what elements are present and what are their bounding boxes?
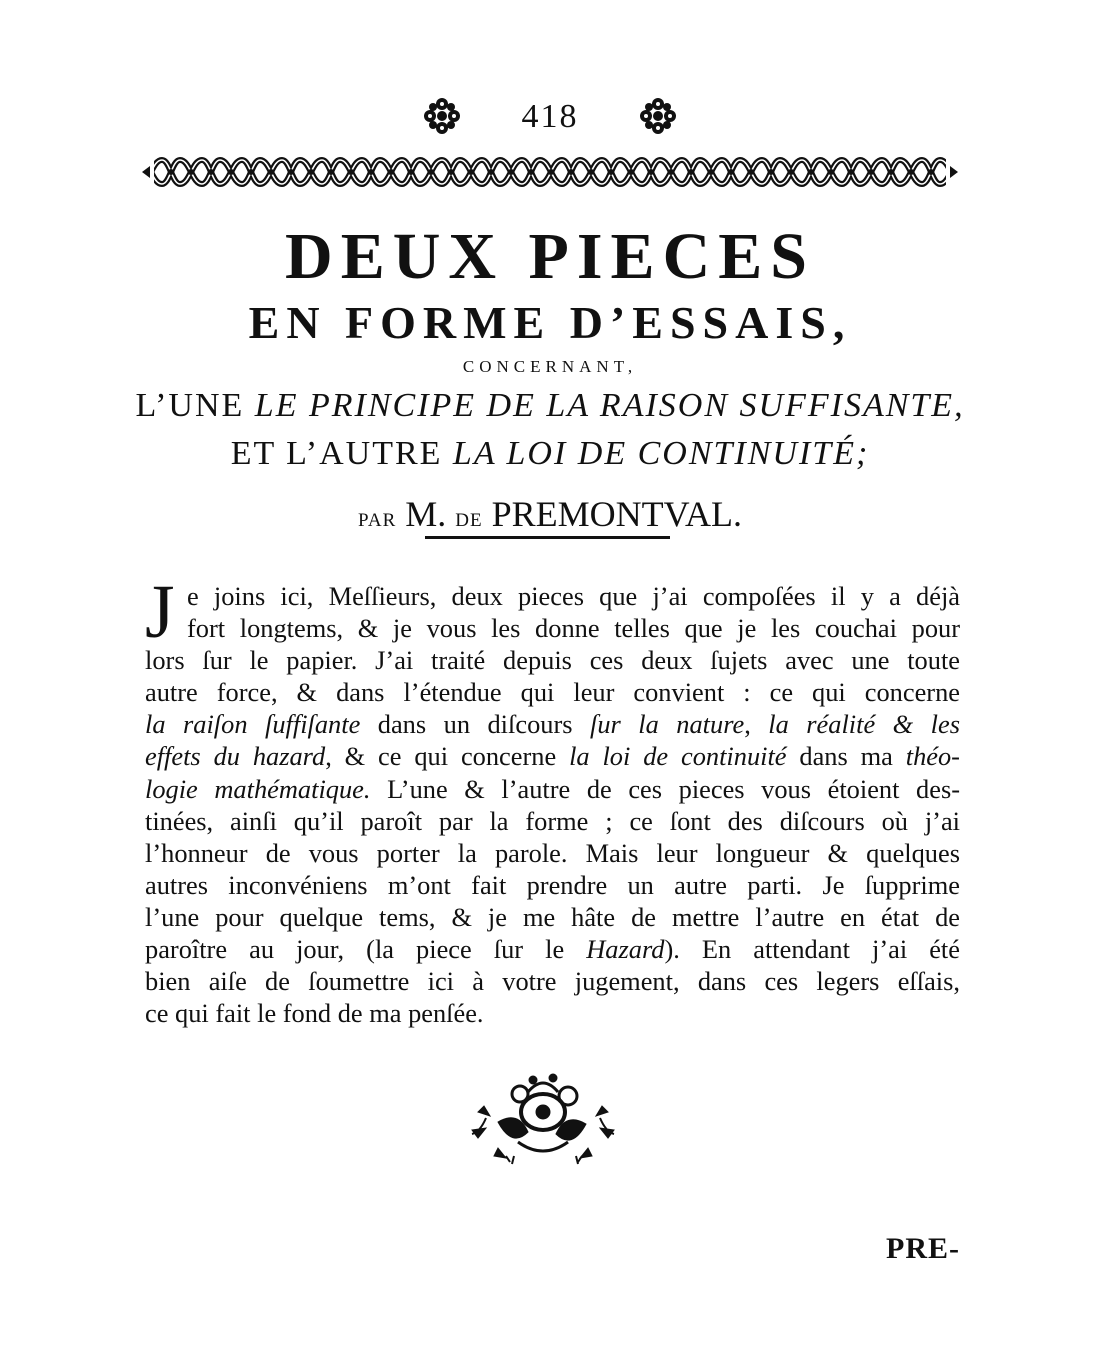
- title-line-1: DEUX PIECES: [285, 220, 815, 293]
- body-line: [145, 997, 960, 1029]
- floral-tailpiece-icon: [458, 1072, 628, 1168]
- byline-author: PREMONTVAL.: [491, 494, 742, 534]
- subject-line-autre: [0, 432, 1100, 476]
- byline-par: PAR: [358, 510, 397, 531]
- body-line: [145, 837, 960, 869]
- subject-autre-lead: ET L’AUTRE: [230, 435, 443, 472]
- subtitle-concernant: CONCERNANT,: [462, 357, 638, 376]
- drop-cap: J: [145, 570, 175, 654]
- italic-text: la loi de continuité: [569, 741, 787, 772]
- body-text: l’honneur de vous porter la parole. Mais leur longueur & quelques: [145, 837, 960, 868]
- page-header: [0, 96, 1100, 146]
- italic-text: théo-: [905, 741, 960, 772]
- body-text: tinées, ainſi qu’il paroît par la forme ; ce ſont des diſcours où j’ai: [145, 805, 960, 836]
- body-text: dans ma: [786, 741, 906, 772]
- fleuron-icon: [422, 96, 462, 136]
- braided-band-ornament: [140, 152, 960, 192]
- italic-text: la raiſon ſuffiſante: [145, 709, 361, 740]
- body-text: , & ce qui concerne: [325, 741, 570, 772]
- body-text: ). En attendant j’ai été: [664, 934, 960, 965]
- italic-text: logie mathématique.: [145, 773, 371, 804]
- body-text: l’une pour quelque tems, & je me hâte de mettre l’autre en état de: [145, 901, 960, 932]
- subject-une-lead: L’UNE: [135, 387, 245, 424]
- fleuron-icon: [638, 96, 678, 136]
- body-text: fort longtems, & je vous les donne telles que je les couchai pour: [187, 613, 960, 644]
- body-text: ,: [744, 709, 769, 740]
- body-text: autre force, & dans l’étendue qui leur convient : ce qui concerne: [145, 677, 960, 708]
- catchword: PRE-: [886, 1232, 960, 1265]
- body-text: e joins ici, Meſſieurs, deux pieces que j’ai compoſées il y a déjà: [187, 581, 960, 611]
- body-text: paroître au jour, (la piece ſur le: [145, 934, 587, 965]
- subject-line-une: [0, 384, 1100, 428]
- italic-text: effets du hazard: [145, 741, 326, 772]
- body-paragraph: [145, 570, 960, 1029]
- body-line: [145, 740, 960, 772]
- italic-text: Hazard: [586, 934, 665, 965]
- body-line: [145, 708, 960, 740]
- body-text: L’une & l’autre de ces pieces vous étoient des-: [370, 773, 960, 804]
- body-line: [145, 612, 960, 644]
- body-line: [145, 676, 960, 708]
- body-text: bien aiſe de ſoumettre ici à votre jugement, dans ces legers eſſais,: [145, 966, 960, 997]
- body-line: [145, 869, 960, 901]
- body-line: [145, 644, 960, 676]
- page-number: 418: [521, 98, 579, 135]
- italic-text: ſur la nature: [590, 709, 745, 740]
- body-line: [145, 901, 960, 933]
- byline-m: M.: [405, 494, 447, 534]
- body-line: [145, 965, 960, 997]
- title-rule: [425, 536, 670, 539]
- body-line: [145, 773, 960, 805]
- body-text: autres inconvéniens m’ont fait prendre un autre parti. Je ſupprime: [145, 869, 960, 900]
- subject-autre-title: LA LOI DE CONTINUITÉ;: [452, 435, 870, 472]
- body-line: [145, 805, 960, 837]
- body-lines: [145, 580, 960, 1029]
- body-line: [145, 580, 960, 612]
- body-text: dans un diſcours: [360, 709, 590, 740]
- title-line-2: EN FORME D’ESSAIS,: [248, 297, 852, 348]
- body-text: ce qui fait le fond de ma penſée.: [145, 998, 484, 1029]
- body-line: [145, 933, 960, 965]
- byline-de: DE: [455, 510, 483, 531]
- italic-text: la réalité & les: [768, 709, 960, 740]
- subject-une-title: LE PRINCIPE DE LA RAISON SUFFISANTE,: [254, 387, 965, 424]
- body-text: lors ſur le papier. J’ai traité depuis ces deux ſujets avec une toute: [145, 645, 960, 676]
